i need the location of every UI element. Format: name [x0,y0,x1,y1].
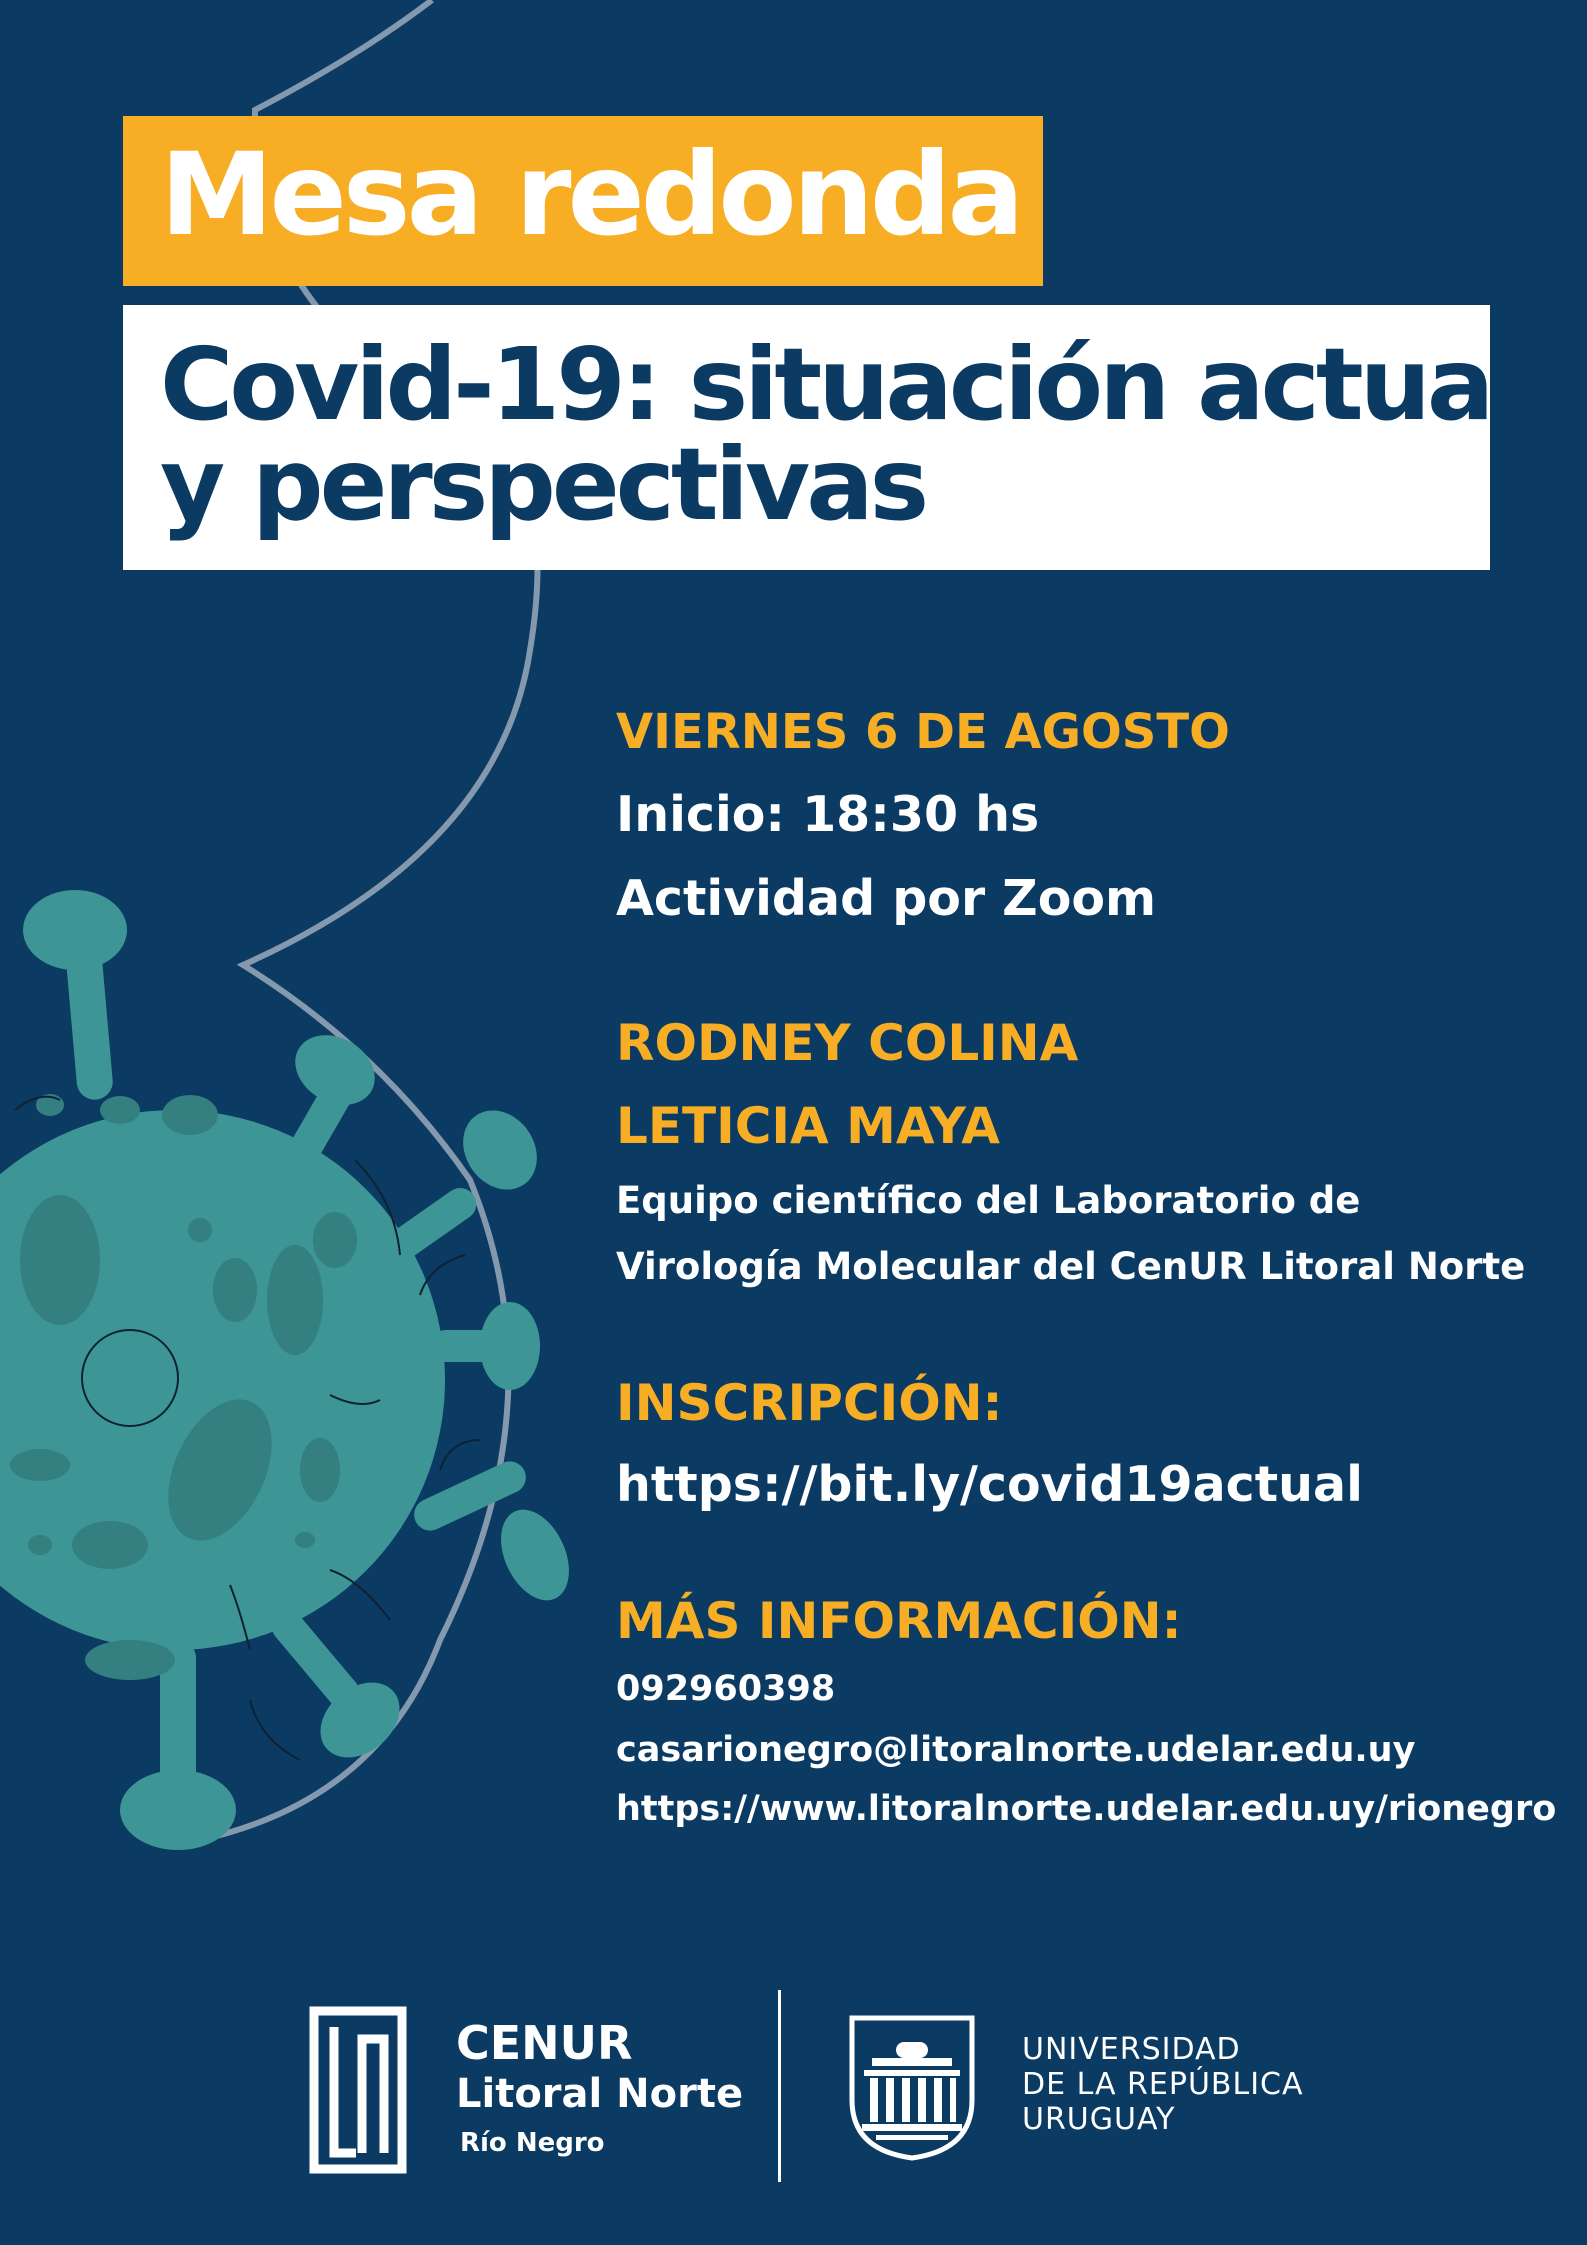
logo-divider [778,1990,781,2182]
udelar-shield-icon [846,2012,978,2162]
speaker-name: RODNEY COLINA [616,1014,1079,1072]
contact-phone[interactable]: 092960398 [616,1669,836,1709]
cenur-region: Litoral Norte [456,2071,744,2117]
event-platform: Actividad por Zoom [616,870,1157,927]
udelar-name-line-1: UNIVERSIDAD [1022,2032,1241,2067]
event-date: VIERNES 6 DE AGOSTO [616,704,1230,760]
cenur-name: CENUR [456,2016,633,2070]
subtitle-line-2: y perspectivas [160,426,926,543]
cenur-logo-icon [308,2005,408,2175]
contact-website[interactable]: https://www.litoralnorte.udelar.edu.uy/rionegro [616,1789,1557,1829]
event-start-time: Inicio: 18:30 hs [616,786,1040,843]
contact-email[interactable]: casarionegro@litoralnorte.udelar.edu.uy [616,1730,1416,1770]
contact-heading: MÁS INFORMACIÓN: [616,1592,1182,1650]
speaker-affiliation-line-2: Virología Molecular del CenUR Litoral Norte [616,1245,1526,1288]
speaker-name: LETICIA MAYA [616,1097,1000,1155]
udelar-name-line-2: DE LA REPÚBLICA [1022,2067,1304,2102]
registration-link[interactable]: https://bit.ly/covid19actual [616,1456,1363,1513]
udelar-name-line-3: URUGUAY [1022,2102,1176,2137]
cenur-city: Río Negro [460,2128,605,2158]
poster-title: Mesa redonda [160,128,1021,261]
speaker-affiliation-line-1: Equipo científico del Laboratorio de [616,1179,1361,1222]
subtitle-line-1: Covid-19: situación actual [160,326,1521,443]
registration-heading: INSCRIPCIÓN: [616,1374,1003,1432]
